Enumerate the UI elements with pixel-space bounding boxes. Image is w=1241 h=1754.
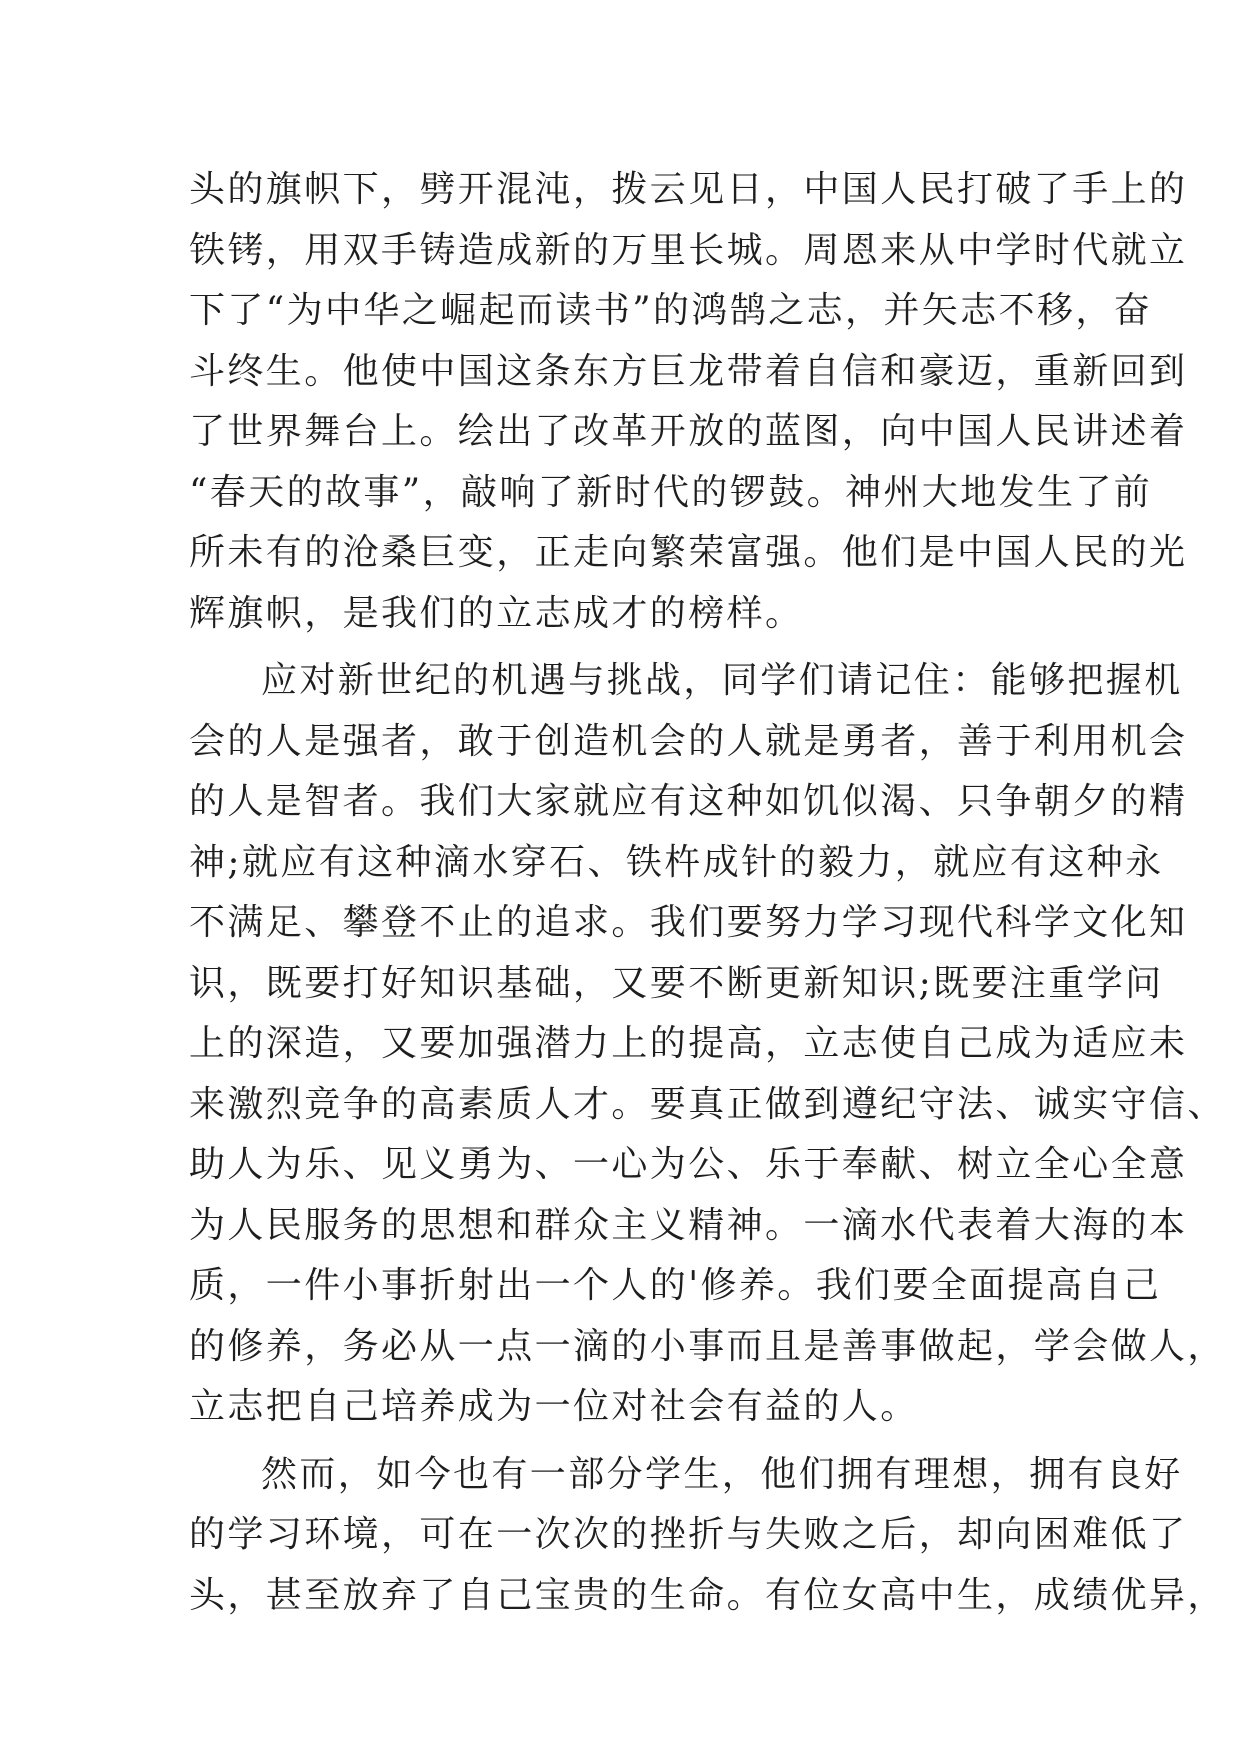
text-line: 识，既要打好知识基础，又要不断更新知识;既要注重学问 — [189, 962, 1164, 1004]
paragraph-spacer — [189, 1438, 1051, 1445]
text-line: “春天的故事”，敲响了新时代的锣鼓。神州大地发生了前 — [189, 471, 1153, 513]
text-line: 铁铐，用双手铸造成新的万里长城。周恩来从中学时代就立 — [189, 229, 1188, 271]
paragraph-2 — [189, 651, 1226, 1438]
text-line: 头的旗帜下，劈开混沌，拨云见日，中国人民打破了手上的 — [189, 169, 1188, 210]
text-line: 上的深造，又要加强潜力上的提高，立志使自己成为适应未 — [189, 1023, 1188, 1064]
text-line: 的人是智者。我们大家就应有这种如饥似渴、只争朝夕的精 — [189, 781, 1188, 822]
body-text — [189, 160, 1226, 1626]
paragraph-1 — [189, 160, 1188, 644]
text-line: 辉旗帜，是我们的立志成才的榜样。 — [189, 592, 804, 634]
text-line: 了世界舞台上。绘出了改革开放的蓝图，向中国人民讲述着 — [189, 411, 1188, 452]
text-line: 应对新世纪的机遇与挑战，同学们请记住：能够把握机 — [261, 660, 1183, 701]
text-line: 助人为乐、见义勇为、一心为公、乐于奉献、树立全心全意 — [189, 1144, 1188, 1185]
text-line: 头，甚至放弃了自己宝贵的生命。有位女高中生，成绩优异， — [189, 1574, 1226, 1616]
text-line: 立志把自己培养成为一位对社会有益的人。 — [189, 1386, 919, 1427]
text-line: 神;就应有这种滴水穿石、铁杵成针的毅力，就应有这种永 — [189, 841, 1164, 883]
text-line: 的修养，务必从一点一滴的小事而且是善事做起，学会做人， — [189, 1325, 1226, 1367]
text-line: 所未有的沧桑巨变，正走向繁荣富强。他们是中国人民的光 — [189, 532, 1188, 573]
paragraph-spacer — [189, 644, 1051, 651]
text-line: 的学习环境，可在一次次的挫折与失败之后，却向困难低了 — [189, 1514, 1188, 1555]
text-line: 不满足、攀登不止的追求。我们要努力学习现代科学文化知 — [189, 902, 1188, 943]
text-line: 然而，如今也有一部分学生，他们拥有理想，拥有良好 — [261, 1453, 1183, 1495]
text-line: 来激烈竞争的高素质人才。要真正做到遵纪守法、诚实守信、 — [189, 1083, 1226, 1125]
text-line: 下了“为中华之崛起而读书”的鸿鹄之志，并矢志不移，奋 — [189, 290, 1153, 331]
text-line: 为人民服务的思想和群众主义精神。一滴水代表着大海的本 — [189, 1204, 1188, 1246]
paragraph-3 — [189, 1445, 1226, 1627]
text-line: 斗终生。他使中国这条东方巨龙带着自信和豪迈，重新回到 — [189, 350, 1188, 392]
text-line: 会的人是强者，敢于创造机会的人就是勇者，善于利用机会 — [189, 720, 1188, 762]
text-line: 质，一件小事折射出一个人的'修养。我们要全面提高自己 — [189, 1265, 1162, 1306]
